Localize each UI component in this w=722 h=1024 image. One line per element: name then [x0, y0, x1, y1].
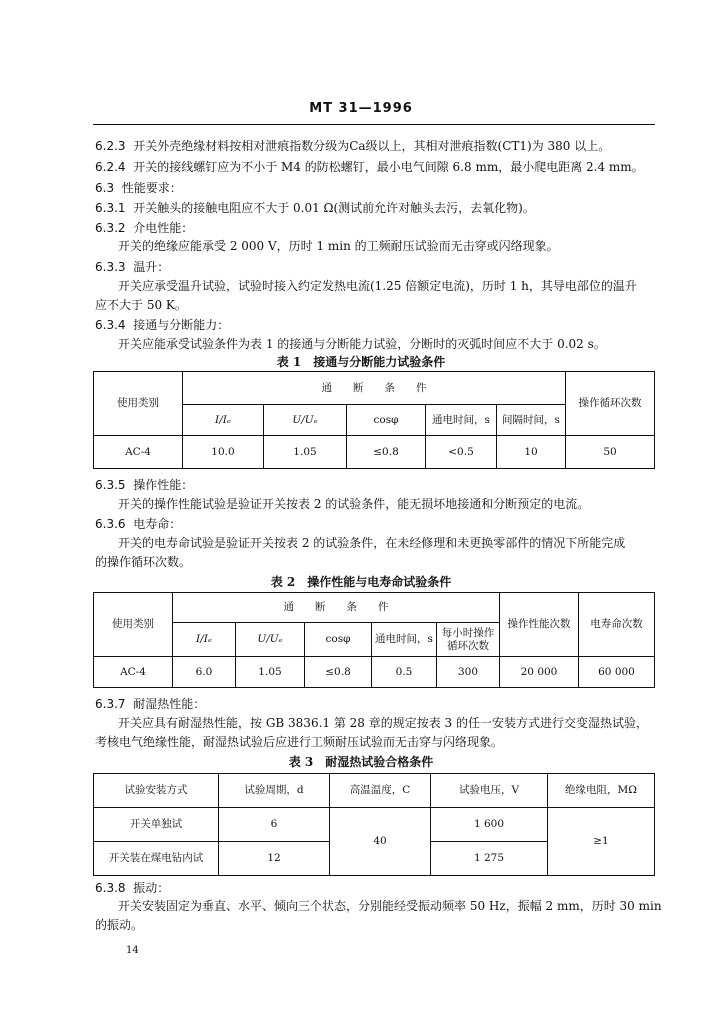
table-row [94, 657, 655, 688]
table-row [94, 436, 655, 469]
table3-cell: 1 600 [431, 808, 548, 842]
table2-caption: 表 2 操作性能与电寿命试验条件 [270, 575, 452, 589]
table1-cell: 10 [497, 436, 566, 469]
paragraph-6-3-6-line1: 开关的电寿命试验是验证开关按表 2 的试验条件，在未经修理和未更换零部件的情况下所能完成 [118, 536, 626, 550]
paragraph-6-3-3-line1: 开关应承受温升试验，试验时接入约定发热电流(1.25 倍额定电流)，历时 1 h，其导电部位的温升 [118, 279, 637, 293]
paragraph-6-3-7-line1: 开关应具有耐湿热性能，按 GB 3836.1 第 28 章的规定按表 3 的任一安装方式进行交变湿热试验， [118, 716, 649, 730]
table2-cell: 1.05 [236, 657, 305, 688]
section-6-3-3: 6.3.3 温升： [95, 260, 170, 274]
table1-cell: <0.5 [426, 436, 497, 469]
table3-cell: 12 [219, 842, 330, 876]
table3-cell: 开关单独试 [94, 808, 219, 842]
table3-cell: 开关装在煤电钻内试 [94, 842, 219, 876]
table1-header-category: 使用类别 [94, 372, 183, 436]
table2-cell: 300 [437, 657, 500, 688]
table3-cell: 6 [219, 808, 330, 842]
table-row [94, 808, 655, 842]
table2-cell: 0.5 [372, 657, 437, 688]
table2-header-category: 使用类别 [94, 593, 173, 657]
table3-cell: 40 [330, 808, 431, 876]
table1-header-interval: 间隔时间，s [497, 405, 566, 436]
section-6-2-3: 6.2.3 开关外壳绝缘材料按相对泄痕指数分级为Ca级以上，其相对泄痕指数(CT1)为 380 以上。 [95, 139, 611, 153]
table1-cell: ≤0.8 [347, 436, 426, 469]
table1-caption: 表 1 接通与分断能力试验条件 [276, 355, 446, 369]
table2-cell: 20 000 [500, 657, 579, 688]
table1-cell: AC-4 [94, 436, 183, 469]
section-6-2-4: 6.2.4 开关的接线螺钉应为不小于 M4 的防松螺钉，最小电气间隙 6.8 mm，最小爬电距离 2.4 mm。 [95, 160, 644, 174]
section-6-3-5: 6.3.5 操作性能： [95, 478, 194, 492]
table2-cell: 6.0 [173, 657, 236, 688]
paragraph-6-3-5: 开关的操作性能试验是验证开关按表 2 的试验条件，能无损坏地接通和分断预定的电流。 [118, 497, 590, 511]
paragraph-6-3-8-line2: 的振动。 [95, 918, 144, 932]
page-number: 14 [126, 945, 139, 956]
table1-header-voltage: U/Uₑ [264, 405, 347, 436]
table3-cell: ≥1 [548, 808, 655, 876]
table2-header-life: 电寿命次数 [579, 593, 655, 657]
table3-header-period: 试验周期，d [219, 774, 330, 808]
table2-header-on-time: 通电时间，s [372, 623, 437, 657]
section-6-3-7: 6.3.7 耐湿热性能： [95, 697, 206, 711]
section-6-3-4: 6.3.4 接通与分断能力： [95, 318, 230, 332]
header-rule [93, 124, 655, 125]
paragraph-6-3-7-line2: 考核电气绝缘性能，耐湿热试验后应进行工频耐压试验而无击穿与闪络现象。 [95, 735, 504, 749]
table2-cell: AC-4 [94, 657, 173, 688]
paragraph-6-3-6-line2: 的操作循环次数。 [95, 555, 192, 569]
paragraph-6-3-2: 开关的绝缘应能承受 2 000 V，历时 1 min 的工频耐压试验而无击穿或闪络现象。 [118, 239, 559, 253]
table1-cell: 1.05 [264, 436, 347, 469]
table1 [93, 371, 655, 469]
section-6-3-6: 6.3.6 电寿命： [95, 517, 182, 531]
table2-cell: 60 000 [579, 657, 655, 688]
table3 [93, 773, 655, 876]
section-6-3: 6.3 性能要求： [95, 181, 182, 195]
table2-header-cycles-per-hour: 每小时操作 循环次数 [437, 623, 500, 657]
table1-header-on-time: 通电时间，s [426, 405, 497, 436]
table3-cell: 1 275 [431, 842, 548, 876]
table3-caption: 表 3 耐湿热试验合格条件 [288, 755, 434, 769]
table1-cell: 50 [566, 436, 655, 469]
section-6-3-8: 6.3.8 振动： [95, 881, 170, 895]
table1-header-cycles: 操作循环次数 [566, 372, 655, 436]
table2-cell: ≤0.8 [305, 657, 372, 688]
table2-header-group: 通 断 条 件 [173, 593, 500, 623]
table2-header-cosphi: cosφ [305, 623, 372, 657]
table3-header-temperature: 高温温度，C [330, 774, 431, 808]
document-code: MT 31—1996 [309, 101, 413, 116]
table3-header-voltage: 试验电压，V [431, 774, 548, 808]
table2 [93, 592, 655, 688]
table1-cell: 10.0 [183, 436, 264, 469]
section-6-3-2: 6.3.2 介电性能： [95, 221, 194, 235]
paragraph-6-3-3-line2: 应不大于 50 K。 [95, 298, 187, 312]
table1-header-group: 通 断 条 件 [183, 372, 566, 405]
table1-header-cosphi: cosφ [347, 405, 426, 436]
section-6-3-1: 6.3.1 开关触头的接触电阻应不大于 0.01 Ω(测试前允许对触头去污，去氧化物)。 [95, 201, 535, 215]
table2-header-current: I/Iₑ [173, 623, 236, 657]
table3-header-resistance: 绝缘电阻，MΩ [548, 774, 655, 808]
paragraph-6-3-4: 开关应能承受试验条件为表 1 的接通与分断能力试验，分断时的灭弧时间应不大于 0.02 s。 [118, 337, 606, 351]
table1-header-current: I/Iₑ [183, 405, 264, 436]
table3-header-mount: 试验安装方式 [94, 774, 219, 808]
paragraph-6-3-8-line1: 开关安装固定为垂直、水平、倾向三个状态，分别能经受振动频率 50 Hz，振幅 2 mm，历时 30 min [118, 899, 662, 913]
table2-header-voltage: U/Uₑ [236, 623, 305, 657]
table2-header-ops: 操作性能次数 [500, 593, 579, 657]
